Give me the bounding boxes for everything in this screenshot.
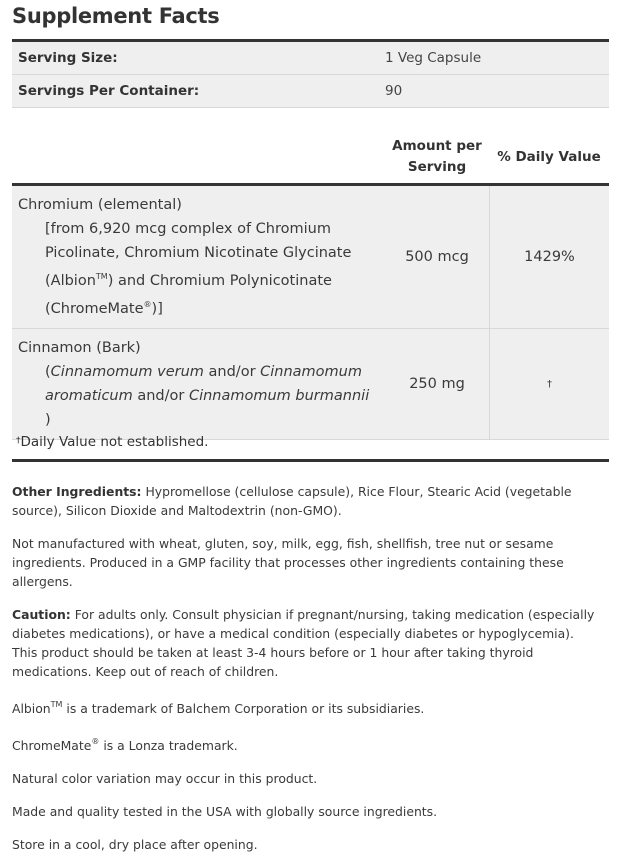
albion-trademark-note — [12, 695, 602, 718]
ingredient-name: Cinnamon (Bark) — [18, 340, 141, 356]
serving-size-label: Serving Size: — [18, 50, 118, 66]
daily-value-cell: † — [489, 329, 609, 439]
detail-text: [from 6,920 mcg complex of Chromium Picolinate, Chromium Nicotinate Glycinate (Albion — [45, 221, 352, 289]
product-notes — [12, 482, 602, 868]
ingredient-name: Chromium (elemental) — [18, 197, 182, 213]
serving-size-row — [12, 42, 609, 75]
ingredient-detail — [18, 217, 379, 321]
other-ingredients — [12, 482, 602, 520]
caution-text: For adults only. Consult physician if pregnant/nursing, taking medication (especially diabetes medications), or have a medical condition (especially diabetes or hypoglycemia). This product should be taken at least 3-4 hours before or 1 hour after taking thyroid medications. Keep out of reach of children. — [12, 607, 595, 679]
table-row — [12, 329, 609, 440]
amount-header-line1: Amount per — [392, 138, 482, 154]
caution-label: Caution: — [12, 607, 71, 622]
ingredient-name-cell — [12, 329, 385, 439]
species-name: Cinnamomum verum — [50, 364, 204, 380]
caution-statement — [12, 605, 602, 681]
servings-per-container-value: 90 — [385, 83, 403, 99]
color-variation-note: Natural color variation may occur in this product. — [12, 771, 318, 786]
trademark-symbol: TM — [95, 272, 108, 281]
other-ingredients-text: Hypromellose (cellulose capsule), Rice Flour, Stearic Acid (vegetable source), Silicon Dioxide and Maltodextrin (non-GMO). — [12, 484, 572, 518]
detail-text: ( — [45, 364, 51, 380]
brand-name: Albion — [12, 701, 51, 716]
facts-table-header — [12, 130, 609, 184]
ingredient-name-cell — [12, 186, 385, 328]
dagger-symbol: † — [16, 436, 21, 446]
trademark-symbol: TM — [50, 700, 63, 709]
species-name: Cinnamomum aromaticum — [45, 364, 362, 404]
detail-text: )] — [151, 301, 163, 317]
species-name: Cinnamomum burmannii — [188, 388, 370, 404]
footnote — [12, 428, 609, 462]
amount-header-line2: Serving — [407, 159, 467, 175]
registered-symbol: ® — [143, 300, 152, 309]
amount-per-serving-header — [385, 136, 489, 178]
daily-value-header: % Daily Value — [497, 149, 601, 165]
made-in-usa-note: Made and quality tested in the USA with globally source ingredients. — [12, 804, 438, 819]
other-ingredients-label: Other Ingredients: — [12, 484, 142, 499]
allergen-statement: Not manufactured with wheat, gluten, soy, milk, egg, fish, shellfish, tree nut or sesame ingredients. Produced in a GMP facility that processes other ingredients containing these allergens. — [12, 536, 564, 589]
servings-per-container-row — [12, 75, 609, 108]
facts-table — [12, 183, 609, 440]
daily-value-cell: 1429% — [489, 186, 609, 328]
servings-per-container-label: Servings Per Container: — [18, 83, 200, 99]
serving-size-value: 1 Veg Capsule — [385, 50, 482, 66]
ingredient-detail — [18, 360, 379, 432]
chromemate-trademark-note — [12, 732, 602, 755]
detail-text: ) — [45, 412, 51, 428]
brand-name: ChromeMate — [12, 738, 92, 753]
page-title: Supplement Facts — [12, 4, 220, 28]
detail-text: and/or — [132, 388, 189, 404]
storage-note: Store in a cool, dry place after opening. — [12, 837, 258, 852]
footnote-text: Daily Value not established. — [20, 434, 209, 450]
detail-text: and/or — [203, 364, 261, 380]
table-row — [12, 186, 609, 329]
detail-text: ) and Chromium Polynicotinate (ChromeMate — [45, 273, 332, 317]
registered-symbol: ® — [91, 737, 100, 746]
serving-info-table — [12, 39, 609, 108]
amount-cell: 250 mg — [409, 376, 465, 392]
amount-cell: 500 mcg — [405, 249, 469, 265]
note-text: is a Lonza trademark. — [99, 738, 238, 753]
note-text: is a trademark of Balchem Corporation or its subsidiaries. — [62, 701, 425, 716]
